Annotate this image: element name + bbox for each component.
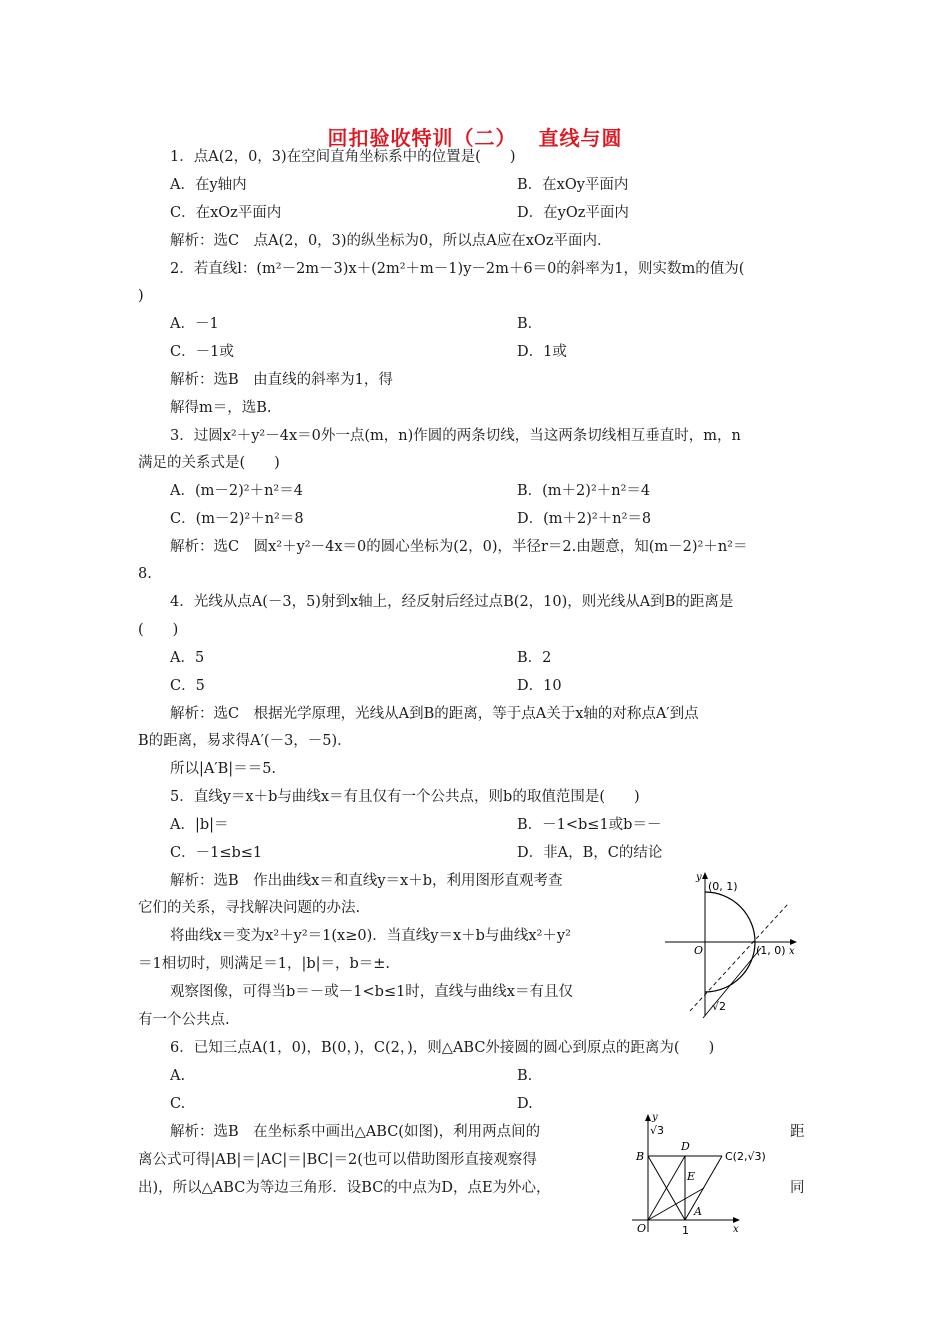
q6-x-label: x — [733, 1224, 739, 1235]
q6-label-e: E — [687, 1170, 696, 1183]
q6-analysis-line3-end: 同 — [790, 1180, 805, 1196]
q6-stem: 6．已知三点A(1，0)，B(0，)，C(2，)，则△ABC外接圆的圆心到原点的距离为( ) — [170, 1040, 715, 1056]
q4-analysis-line2: B的距离，易求得A′(－3，－5)． — [138, 733, 352, 749]
q5-y-label: y — [696, 872, 702, 883]
q5-option-c: C．－1≤b≤1 — [170, 845, 263, 861]
q5-analysis-line1: 解析：选B 作出曲线x＝和直线y＝x＋b，利用图形直观考查 — [170, 873, 563, 889]
title-part1: 回扣验收特训（二） — [327, 126, 517, 150]
q6-option-d: D. — [517, 1096, 533, 1112]
q3-analysis-line2: 8. — [138, 566, 152, 582]
q5-stem: 5．直线y＝x＋b与曲线x＝有且仅有一个公共点，则b的取值范围是( ) — [170, 789, 640, 805]
q5-analysis-line2: 它们的关系，寻找解决问题的办法. — [138, 900, 361, 916]
q3-option-d: D．(m＋2)²＋n²＝8 — [517, 511, 652, 527]
q3-analysis-line1: 解析：选C 圆x²＋y²－4x＝0的圆心坐标为(2，0)，半径r＝2.由题意，知(m－2)²＋n²＝ — [170, 539, 748, 555]
q6-analysis-line3: 出)，所以△ABC为等边三角形．设BC的中点为D，点E为外心， — [138, 1180, 551, 1196]
q6-tick-1: 1 — [682, 1224, 689, 1237]
q4-option-d: D．10 — [517, 678, 562, 694]
q6-sqrt3-label: √3 — [650, 1124, 665, 1137]
q2-option-b: B． — [517, 316, 543, 332]
q5-figure — [660, 868, 800, 1023]
q6-label-b: B — [636, 1150, 645, 1163]
q1-analysis: 解析：选C 点A(2，0，3)的纵坐标为0，所以点A应在xOz平面内． — [170, 233, 612, 249]
q2-stem-line2: ) — [138, 288, 144, 304]
q5-option-d: D．非A，B，C的结论 — [517, 845, 663, 861]
q5-analysis-line5: 观察图像，可得当b＝－或－1<b≤1时，直线与曲线x＝有且仅 — [170, 984, 573, 1000]
q4-analysis-line3: 所以|A′B|＝＝5. — [170, 761, 277, 777]
q6-option-b: B. — [517, 1068, 533, 1084]
q5-y-arrow-icon — [702, 872, 708, 879]
q5-origin-label: O — [694, 944, 704, 957]
q4-option-c: C．5 — [170, 678, 205, 694]
q1-option-b: B．在xOy平面内 — [517, 177, 629, 193]
q6-origin-label: O — [637, 1222, 647, 1235]
q5-x-arrow-icon — [790, 939, 797, 945]
q6-analysis-line1-end: 距 — [790, 1124, 805, 1140]
q5-option-a: A．|b|＝ — [170, 817, 229, 833]
q3-stem-line1: 3．过圆x²＋y²－4x＝0外一点(m，n)作圆的两条切线，当这两条切线相互垂直时，m，n — [170, 428, 741, 444]
q2-option-a: A．－1 — [170, 316, 219, 332]
q6-label-c: C(2,√3) — [725, 1150, 766, 1163]
q2-analysis-line1: 解析：选B 由直线的斜率为1，得 — [170, 372, 393, 388]
q5-x-label: x — [789, 946, 795, 957]
q6-label-a: A — [694, 1205, 702, 1218]
q6-option-a: A. — [170, 1068, 186, 1084]
q2-option-c: C．－1或 — [170, 344, 234, 360]
q3-option-c: C．(m－2)²＋n²＝8 — [170, 511, 304, 527]
q6-analysis-line2: 离公式可得|AB|＝|AC|＝|BC|＝2(也可以借助图形直接观察得 — [138, 1152, 537, 1168]
q1-stem: 1．点A(2，0，3)在空间直角坐标系中的位置是( ) — [170, 149, 516, 165]
q4-option-b: B．2 — [517, 650, 552, 666]
q4-analysis-line1: 解析：选C 根据光学原理，光线从A到B的距离，等于点A关于x轴的对称点A′到点 — [170, 706, 699, 722]
q4-option-a: A．5 — [170, 650, 205, 666]
q3-stem-line2: 满足的关系式是( ) — [138, 455, 280, 471]
q6-option-c: C. — [170, 1096, 186, 1112]
q1-option-c: C．在xOz平面内 — [170, 205, 282, 221]
q5-point-label-01: (0, 1) — [708, 880, 738, 893]
q1-option-d: D．在yOz平面内 — [517, 205, 629, 221]
q6-analysis-line1: 解析：选B 在坐标系中画出△ABC(如图)，利用两点间的 — [170, 1124, 541, 1140]
q3-option-b: B．(m＋2)²＋n²＝4 — [517, 483, 651, 499]
q4-stem-line1: 4．光线从点A(－3，5)射到x轴上，经反射后经过点B(2，10)，则光线从A到B的距离是 — [170, 594, 734, 610]
q5-point-label-10: (1, 0) — [756, 944, 786, 957]
q6-y-arrow-icon — [645, 1114, 651, 1121]
q5-sqrt2-label: √2 — [712, 1000, 727, 1013]
q6-label-d: D — [681, 1140, 690, 1153]
q3-option-a: A．(m－2)²＋n²＝4 — [170, 483, 303, 499]
title-part2: 直线与圆 — [538, 126, 623, 150]
q2-analysis-line2: 解得m＝，选B. — [170, 400, 272, 416]
q2-option-d: D．1或 — [517, 344, 567, 360]
q6-x-arrow-icon — [733, 1217, 740, 1223]
q4-stem-line2: ( ) — [138, 622, 179, 638]
q5-analysis-line6: 有一个公共点. — [138, 1012, 230, 1028]
q1-option-a: A．在y轴内 — [170, 177, 247, 193]
q6-y-label: y — [652, 1112, 658, 1123]
q5-option-b: B．－1<b≤1或b＝－ — [517, 817, 662, 833]
q5-analysis-line4: ＝1相切时，则满足＝1，|b|＝，b＝±. — [138, 956, 391, 972]
q6-figure — [628, 1108, 766, 1238]
q2-stem-line1: 2．若直线l：(m²－2m－3)x＋(2m²＋m－1)y－2m＋6＝0的斜率为1，则实数m的值为( — [170, 261, 745, 277]
q5-analysis-line3: 将曲线x＝变为x²＋y²＝1(x≥0)．当直线y＝x＋b与曲线x²＋y² — [170, 928, 571, 944]
